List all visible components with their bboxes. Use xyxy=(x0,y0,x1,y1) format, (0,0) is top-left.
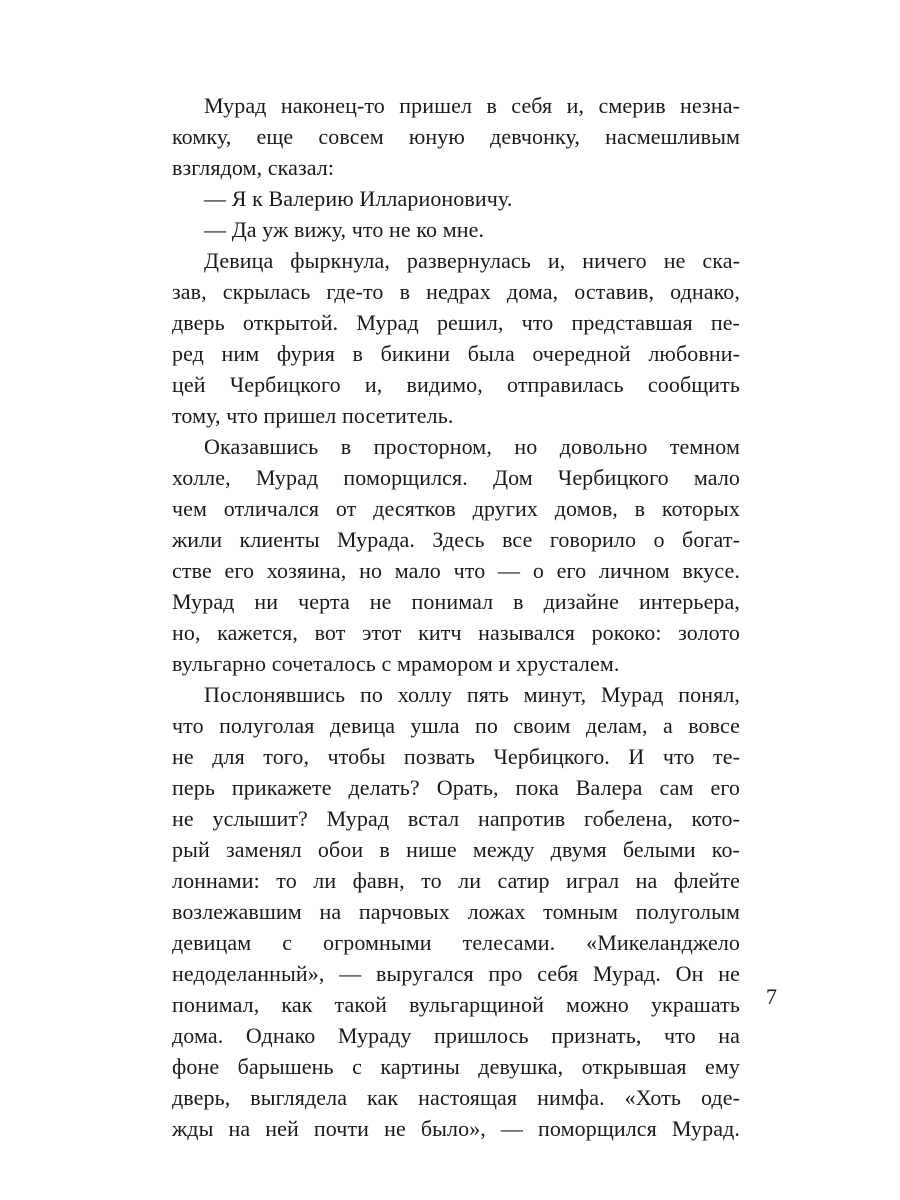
text-line: — Да уж вижу, что не ко мне. xyxy=(204,217,485,242)
text-line: тому, что пришел посетитель. xyxy=(172,403,454,428)
text-line: фоне барышень с картины девушка, открывшая ему xyxy=(172,1054,740,1079)
body-text xyxy=(172,90,740,1144)
text-line: Мурад ни черта не понимал в дизайне интерьера, xyxy=(172,589,740,614)
text-line: девицам с огромными телесами. «Микеланджело xyxy=(172,930,740,955)
text-line: взглядом, сказал: xyxy=(172,155,335,180)
text-line: жды на ней почти не было», — поморщился Мурад. xyxy=(172,1116,740,1141)
text-line: дома. Однако Мураду пришлось признать, что на xyxy=(172,1023,740,1048)
text-line: но, кажется, вот этот китч назывался рококо: золото xyxy=(172,620,740,645)
text-line: стве его хозяина, но мало что — о его личном вкусе. xyxy=(172,558,740,583)
text-line: лоннами: то ли фавн, то ли сатир играл на флейте xyxy=(172,868,740,893)
text-line: что полуголая девица ушла по своим делам, а вовсе xyxy=(172,713,740,738)
page-number: 7 xyxy=(766,984,777,1009)
text-line: дверь открытой. Мурад решил, что представшая пе- xyxy=(172,310,740,335)
text-line: цей Чербицкого и, видимо, отправилась сообщить xyxy=(172,372,740,397)
text-line: недоделанный», — выругался про себя Мурад. Он не xyxy=(172,961,740,986)
text-line: вульгарно сочеталось с мрамором и хрусталем. xyxy=(172,651,620,676)
text-line: не для того, чтобы позвать Чербицкого. И что те- xyxy=(172,744,740,769)
text-line: Послонявшись по холлу пять минут, Мурад понял, xyxy=(204,682,740,707)
text-line: зав, скрылась где-то в недрах дома, оставив, однако, xyxy=(172,279,740,304)
text-line: холле, Мурад поморщился. Дом Чербицкого мало xyxy=(172,465,740,490)
text-line: не услышит? Мурад встал напротив гобелена, кото- xyxy=(172,806,740,831)
text-line: комку, еще совсем юную девчонку, насмешливым xyxy=(172,124,740,149)
text-line: дверь, выглядела как настоящая нимфа. «Хоть оде- xyxy=(172,1085,740,1110)
text-line: рый заменял обои в нише между двумя белыми ко- xyxy=(172,837,740,862)
text-line: возлежавшим на парчовых ложах томным полуголым xyxy=(172,899,740,924)
text-line: Девица фыркнула, развернулась и, ничего не ска- xyxy=(204,248,740,273)
text-line: Оказавшись в просторном, но довольно темном xyxy=(204,434,740,459)
text-line: чем отличался от десятков других домов, в которых xyxy=(172,496,740,521)
text-line: ред ним фурия в бикини была очередной любовни- xyxy=(172,341,740,366)
text-line: жили клиенты Мурада. Здесь все говорило о богат- xyxy=(172,527,740,552)
text-line: — Я к Валерию Илларионовичу. xyxy=(204,186,513,211)
text-line: понимал, как такой вульгарщиной можно украшать xyxy=(172,992,740,1017)
text-line: перь прикажете делать? Орать, пока Валера сам его xyxy=(172,775,740,800)
text-line: Мурад наконец-то пришел в себя и, смерив незна- xyxy=(204,93,740,118)
